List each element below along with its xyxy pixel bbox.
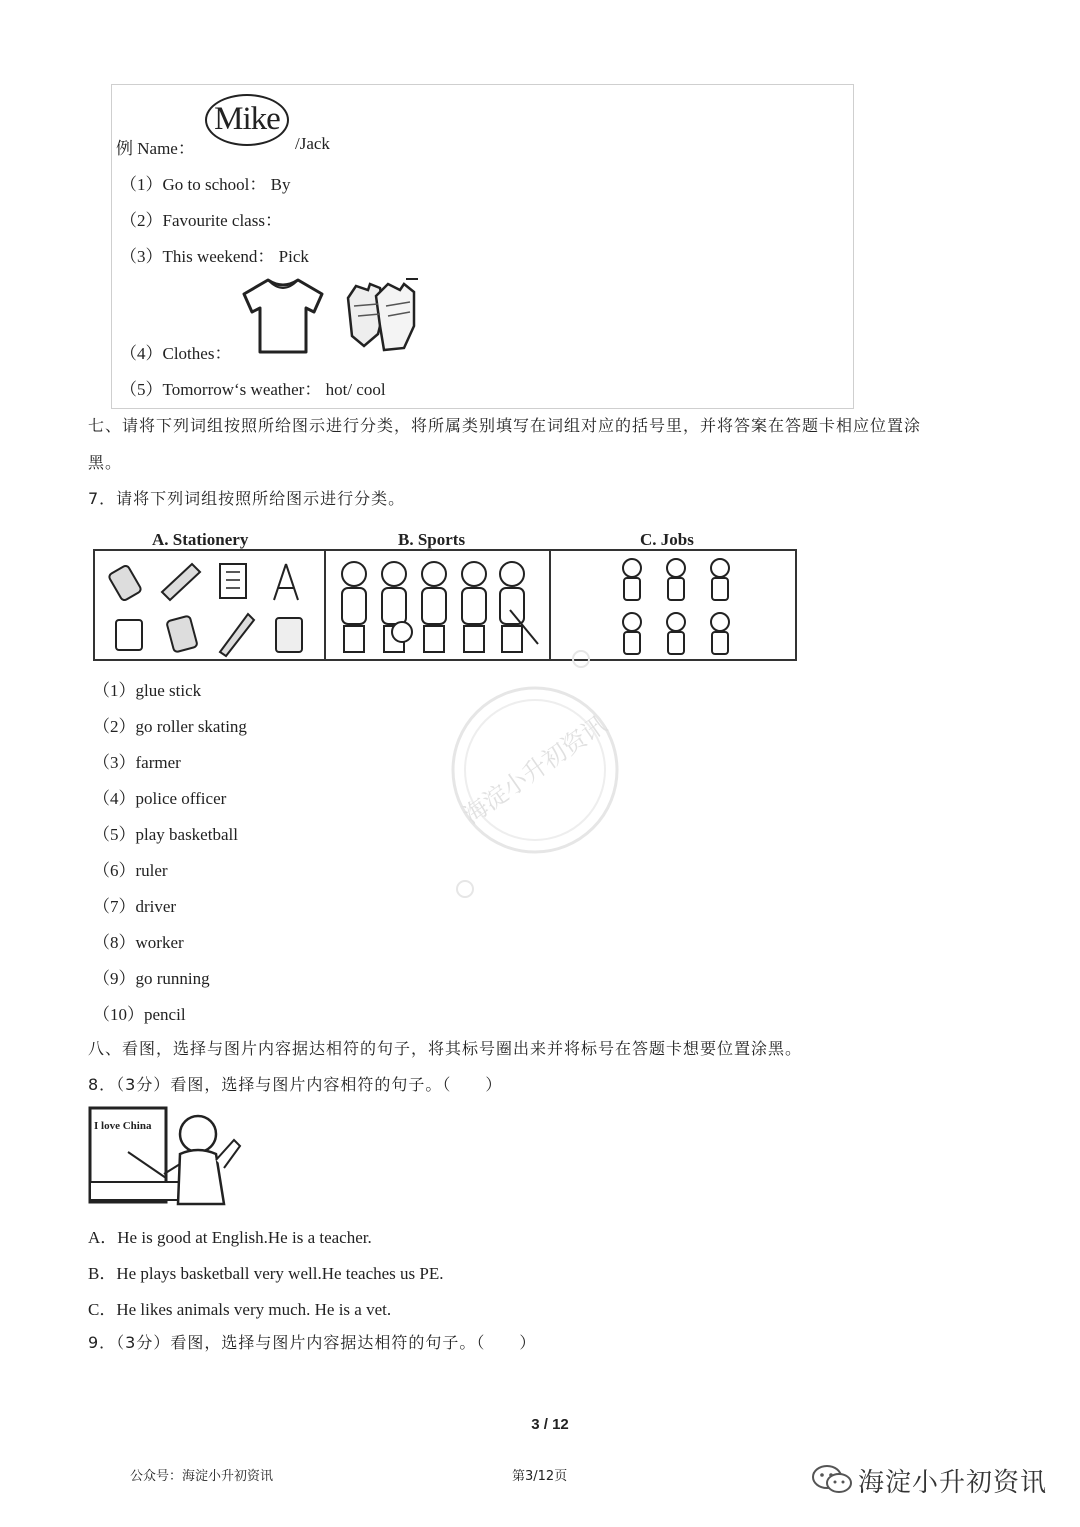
footer-account: 公众号：海淀小升初资讯 [130, 1469, 274, 1484]
section7-heading-cont: 黑。 [88, 453, 123, 472]
gloves-icon [340, 276, 422, 356]
item-7: （7）driver [93, 897, 177, 916]
watermark-text: 海淀小升初资讯 [458, 710, 612, 830]
item-8: （8）worker [93, 933, 184, 952]
item-10: （10）pencil [93, 1005, 186, 1024]
item-4: （4）police officer [93, 789, 227, 808]
item-5: （5）play basketball [93, 825, 238, 844]
stationery-icons [108, 564, 302, 656]
category-c-title: C. Jobs [640, 530, 694, 549]
option-b: B．He plays basketball very well.He teaches us PE. [88, 1264, 444, 1283]
question-7: 7．请将下列词组按照所给图示进行分类。 [88, 489, 406, 508]
page-number: 3 / 12 [531, 1416, 569, 1433]
option-a: A．He is good at English.He is a teacher. [88, 1228, 372, 1247]
watermark-dot-icon [570, 648, 592, 670]
category-a-title: A. Stationery [152, 530, 249, 549]
example-name-label: 例 Name： [116, 139, 195, 158]
section7-heading: 七、请将下列词组按照所给图示进行分类，将所属类别填写在词组对应的括号里，并将答案在答题卡相应位置涂 [88, 416, 922, 435]
wechat-icon [810, 1462, 854, 1496]
teacher-picture [88, 1104, 248, 1210]
example-alt-name: /Jack [295, 134, 330, 153]
footer-brand: 海淀小升初资讯 [858, 1468, 1048, 1498]
question-8: 8．（3分）看图，选择与图片内容相符的句子。（ ） [88, 1075, 503, 1094]
tshirt-icon [240, 274, 326, 356]
sports-kids [342, 562, 538, 652]
box-item-5: （5）Tomorrow‘s weather： hot/ cool [120, 380, 386, 399]
board-text: I love China [94, 1120, 152, 1132]
box-item-1: （1）Go to school： By [120, 175, 291, 194]
box-item-4: （4）Clothes： [120, 344, 232, 363]
category-figure [92, 530, 798, 663]
watermark-dot-icon [454, 878, 476, 900]
item-6: （6）ruler [93, 861, 168, 880]
item-2: （2）go roller skating [93, 717, 247, 736]
jobs-figures [623, 559, 729, 654]
option-c: C．He likes animals very much. He is a vet. [88, 1300, 392, 1319]
example-circled-name: Mike [205, 94, 289, 146]
item-3: （3）farmer [93, 753, 181, 772]
section8-heading: 八、看图，选择与图片内容据达相符的句子，将其标号圈出来并将标号在答题卡想要位置涂黑。 [88, 1039, 803, 1058]
watermark-seal [445, 680, 625, 860]
item-9: （9）go running [93, 969, 210, 988]
category-illustration [92, 530, 798, 663]
footer-page: 第3/12页 [512, 1469, 568, 1484]
item-1: （1）glue stick [93, 681, 202, 700]
question-9: 9．（3分）看图，选择与图片内容据达相符的句子。（ ） [88, 1333, 537, 1352]
box-item-3: （3）This weekend： Pick [120, 247, 309, 266]
box-item-2: （2）Favourite class： [120, 211, 282, 230]
category-b-title: B. Sports [398, 530, 466, 549]
